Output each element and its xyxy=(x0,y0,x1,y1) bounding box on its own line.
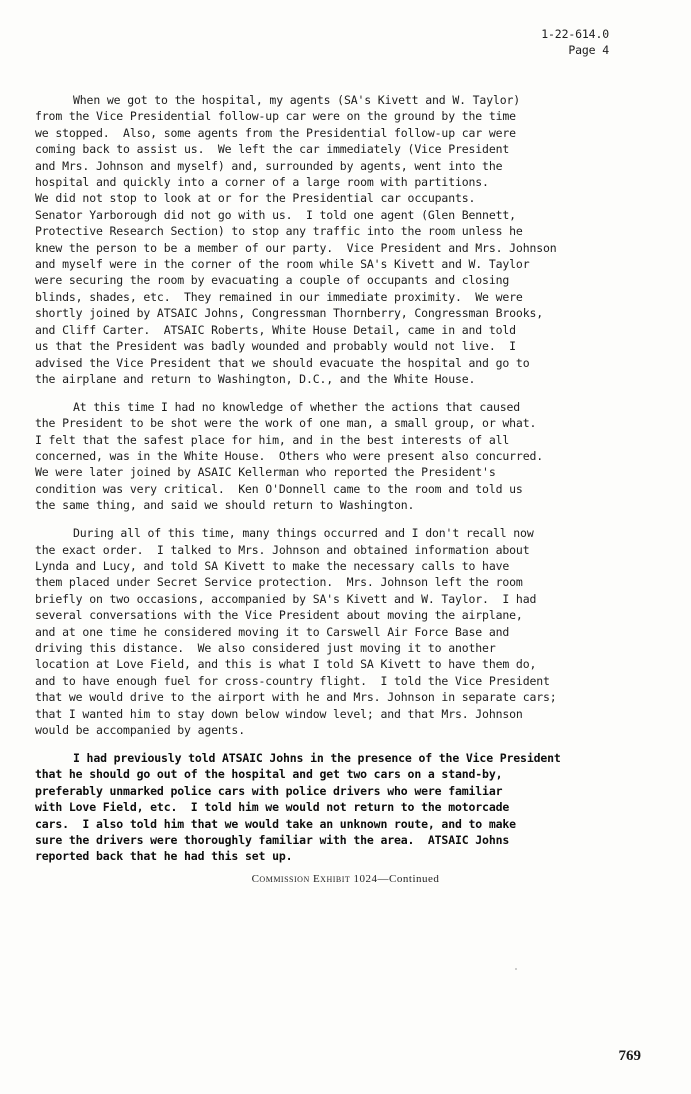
text-line: Senator Yarborough did not go with us. I told one agent (Glen Bennett, xyxy=(35,207,516,222)
text-line: we stopped. Also, some agents from the Presidential follow-up car were xyxy=(35,125,516,140)
text-line: were securing the room by evacuating a couple of occupants and closing xyxy=(35,273,510,288)
exhibit-caption xyxy=(0,873,691,885)
text-line: Lynda and Lucy, and told SA Kivett to make the necessary calls to have xyxy=(35,558,510,573)
text-line: When we got to the hospital, my agents (SA's Kivett and W. Taylor) xyxy=(73,93,521,107)
text-line: the same thing, and said we should return to Washington. xyxy=(35,498,415,513)
text-line: briefly on two occasions, accompanied by SA's Kivett and W. Taylor. I had xyxy=(35,591,537,606)
file-number: 1-22-614.0 xyxy=(541,27,609,41)
text-line: During all of this time, many things occurred and I don't recall now xyxy=(73,526,534,541)
text-line: several conversations with the Vice President about moving the airplane, xyxy=(35,608,523,623)
text-line: the exact order. I talked to Mrs. Johnson and obtained information about xyxy=(35,542,530,557)
exhibit-suffix: —Continued xyxy=(377,873,440,885)
text-line: and to have enough fuel for cross-country flight. I told the Vice President xyxy=(35,673,550,688)
text-line: We were later joined by ASAIC Kellerman who reported the President's xyxy=(35,465,496,480)
paragraph-4 xyxy=(35,750,665,865)
text-line: us that the President was badly wounded and probably would not live. I xyxy=(35,339,516,354)
text-line: preferably unmarked police cars with police drivers who were familiar xyxy=(35,783,503,798)
text-line: blinds, shades, etc. They remained in our immediate proximity. We were xyxy=(35,289,523,304)
text-line: condition was very critical. Ken O'Donnell came to the room and told us xyxy=(35,481,523,496)
text-line: and Cliff Carter. ATSAIC Roberts, White House Detail, came in and told xyxy=(35,322,516,337)
text-line: and Mrs. Johnson and myself) and, surrounded by agents, went into the xyxy=(35,158,503,173)
page-label: Page 4 xyxy=(568,43,609,58)
text-line: hospital and quickly into a corner of a large room with partitions. xyxy=(35,175,489,190)
text-line: concerned, was in the White House. Others who were present also concurred. xyxy=(35,449,544,464)
text-line: with Love Field, etc. I told him we would not return to the motorcade xyxy=(35,800,510,815)
paragraph-3 xyxy=(35,525,665,738)
page-number: 769 xyxy=(618,1048,641,1064)
text-line: them placed under Secret Service protection. Mrs. Johnson left the room xyxy=(35,575,523,590)
text-line: that he should go out of the hospital and get two cars on a stand-by, xyxy=(35,767,503,782)
text-line: driving this distance. We also considered just moving it to another xyxy=(35,641,496,655)
text-line: and myself were in the corner of the room while SA's Kivett and W. Taylor xyxy=(35,257,530,272)
text-line: cars. I also told him that we would take an unknown route, and to make xyxy=(35,816,516,831)
text-line: the President to be shot were the work of one man, a small group, or what. xyxy=(35,416,537,431)
paragraph-2 xyxy=(35,399,665,514)
text-line: the airplane and return to Washington, D.C., and the White House. xyxy=(35,371,476,386)
paragraph-1 xyxy=(35,92,665,387)
text-line: would be accompanied by agents. xyxy=(35,723,245,738)
exhibit-title: Commission Exhibit 1024 xyxy=(251,873,378,885)
text-line: advised the Vice President that we should evacuate the hospital and go to xyxy=(35,355,530,370)
text-line: I felt that the safest place for him, and in the best interests of all xyxy=(35,432,510,447)
text-line: that I wanted him to stay down below window level; and that Mrs. Johnson xyxy=(35,706,523,721)
text-line: from the Vice Presidential follow-up car were on the ground by the time xyxy=(35,109,516,124)
text-line: knew the person to be a member of our party. Vice President and Mrs. Johnson xyxy=(35,240,557,255)
text-line: and at one time he considered moving it to Carswell Air Force Base and xyxy=(35,624,510,639)
text-line: reported back that he had this set up. xyxy=(35,849,293,864)
page-header xyxy=(541,26,609,59)
text-line: I had previously told ATSAIC Johns in the presence of the Vice President xyxy=(73,750,561,765)
text-line: Protective Research Section) to stop any traffic into the room unless he xyxy=(35,224,523,239)
text-line: that we would drive to the airport with he and Mrs. Johnson in separate cars; xyxy=(35,690,557,705)
text-line: sure the drivers were thoroughly familiar with the area. ATSAIC Johns xyxy=(35,832,510,847)
text-line: shortly joined by ATSAIC Johns, Congressman Thornberry, Congressman Brooks, xyxy=(35,306,544,321)
scan-speck xyxy=(515,968,517,970)
document-body xyxy=(35,92,665,876)
text-line: coming back to assist us. We left the car immediately (Vice President xyxy=(35,142,510,157)
text-line: We did not stop to look at or for the Presidential car occupants. xyxy=(35,191,476,206)
text-line: location at Love Field, and this is what I told SA Kivett to have them do, xyxy=(35,657,537,672)
text-line: At this time I had no knowledge of whether the actions that caused xyxy=(73,399,521,414)
